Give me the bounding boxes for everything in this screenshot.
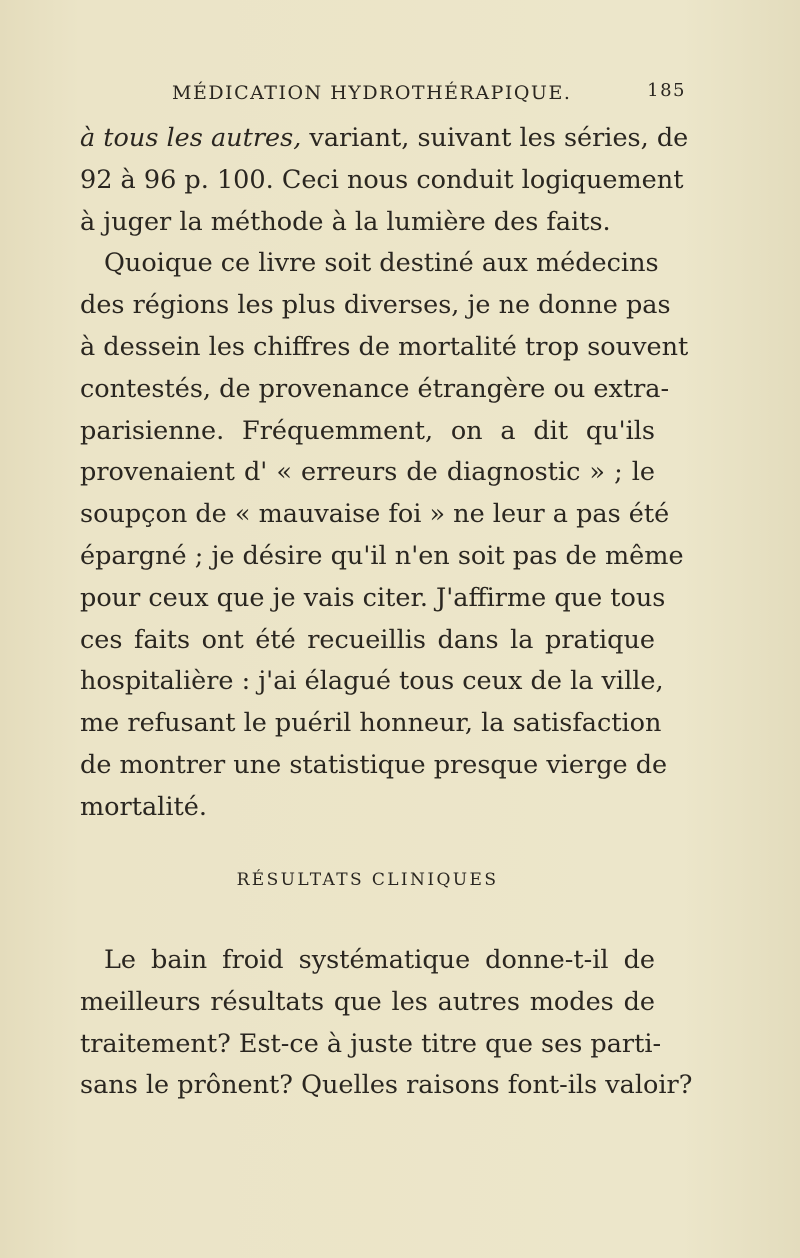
text-line: contestés, de provenance étrangère ou extra- xyxy=(80,373,670,404)
body-text-lower xyxy=(80,940,693,1107)
text-line: à dessein les chiffres de mortalité trop souvent xyxy=(80,331,689,362)
text-line: Quoique ce livre soit destiné aux médecins xyxy=(104,248,659,279)
running-title: MÉDICATION HYDROTHÉRAPIQUE. xyxy=(172,82,572,104)
text-line: ces faits ont été recueillis dans la pratique xyxy=(80,624,655,655)
text-line: hospitalière : j'ai élagué tous ceux de la ville, xyxy=(80,666,664,697)
text-line: de montrer une statistique presque vierge de xyxy=(80,749,668,780)
text-line: Le bain froid systématique donne-t-il de xyxy=(104,945,655,975)
text-line: à juger la méthode à la lumière des faits. xyxy=(80,206,611,237)
text-line: meilleurs résultats que les autres modes de xyxy=(80,986,655,1017)
page-number: 185 xyxy=(647,80,686,101)
text-line: épargné ; je désire qu'il n'en soit pas de même xyxy=(80,540,684,571)
text-fragment: variant, suivant les séries, de xyxy=(301,123,689,153)
text-line: soupçon de « mauvaise foi » ne leur a pas été xyxy=(80,499,670,530)
text-line: mortalité. xyxy=(80,791,207,822)
text-line xyxy=(80,118,689,160)
text-line: provenaient d' « erreurs de diagnostic » ; le xyxy=(80,457,655,488)
text-line: me refusant le puéril honneur, la satisfaction xyxy=(80,708,662,739)
text-line: des régions les plus diverses, je ne donne pas xyxy=(80,290,671,321)
section-heading: RÉSULTATS CLINIQUES xyxy=(236,870,499,890)
body-text-upper xyxy=(80,118,689,829)
italic-phrase: à tous les autres, xyxy=(80,123,302,153)
text-line: parisienne. Fréquemment, on a dit qu'ils xyxy=(80,415,655,446)
text-line: pour ceux que je vais citer. J'affirme que tous xyxy=(80,582,666,613)
text-line: traitement? Est-ce à juste titre que ses parti- xyxy=(80,1028,662,1059)
running-head xyxy=(172,82,732,122)
text-line: 92 à 96 p. 100. Ceci nous conduit logiquement xyxy=(80,164,684,195)
text-line: sans le prônent? Quelles raisons font-ils valoir? xyxy=(80,1070,693,1101)
